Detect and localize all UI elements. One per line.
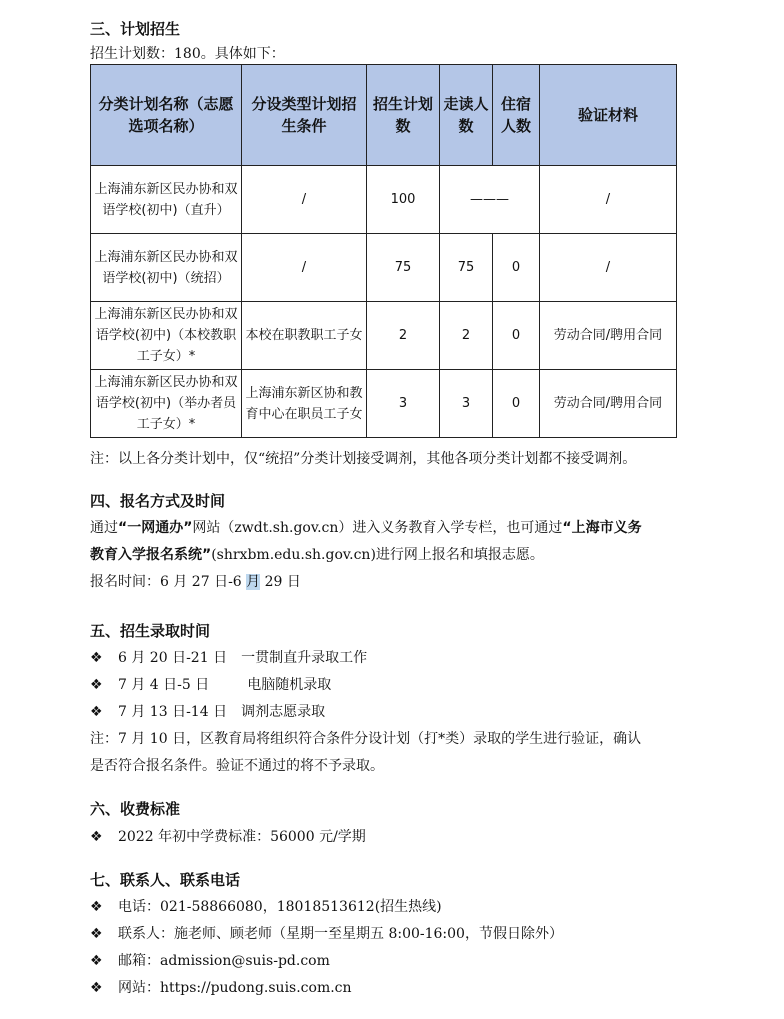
cell-day-students: 2	[440, 302, 493, 370]
cell-conditions: /	[242, 234, 367, 302]
section3-title: 三、计划招生	[90, 20, 181, 38]
registration-time	[90, 571, 301, 591]
text-fragment: 29 日	[260, 574, 301, 590]
enrollment-plan-table	[90, 64, 677, 438]
cell-plan-name: 上海浦东新区民办协和双语学校(初中)（直升）	[91, 166, 242, 234]
cell-verification: 劳动合同/聘用合同	[540, 302, 677, 370]
contact-person: 联系人：施老师、顾老师（星期一至星期五 8:00-16:00，节假日除外）	[118, 926, 563, 942]
cell-plan-name: 上海浦东新区民办协和双语学校(初中)（本校教职工子女）*	[91, 302, 242, 370]
contact-phone: 电话：021-58866080，18018513612(招生热线)	[118, 899, 442, 915]
cell-conditions: 上海浦东新区协和教育中心在职员工子女	[242, 370, 367, 438]
bullet-icon: ❖	[90, 953, 103, 969]
cell-day-students: 3	[440, 370, 493, 438]
cell-verification: /	[540, 234, 677, 302]
registration-system-text: 教育入学报名系统”	[90, 547, 212, 563]
list-item	[90, 701, 325, 721]
cell-verification: /	[540, 166, 677, 234]
bullet-icon: ❖	[90, 677, 103, 693]
cell-day-students: 75	[440, 234, 493, 302]
text-fragment: (shrxbm.edu.sh.gov.cn)进行网上报名和填报志愿。	[211, 547, 544, 563]
cell-plan-count: 100	[367, 166, 440, 234]
cell-boarding: 0	[493, 370, 540, 438]
text-fragment: 报名时间：6 月 27 日-6	[90, 574, 247, 590]
admission-step: 电脑随机录取	[247, 677, 332, 693]
table-row	[91, 166, 677, 234]
list-item	[90, 674, 331, 694]
section5-title: 五、招生录取时间	[90, 622, 211, 640]
registration-line-1	[90, 517, 642, 537]
list-item	[90, 977, 352, 997]
cell-conditions: 本校在职教职工子女	[242, 302, 367, 370]
table-row	[91, 234, 677, 302]
list-item	[90, 647, 367, 667]
section4-title: 四、报名方式及时间	[90, 492, 226, 510]
cell-boarding: 0	[493, 302, 540, 370]
cell-plan-count: 2	[367, 302, 440, 370]
admission-date: 6 月 20 日-21 日	[118, 650, 228, 666]
cell-boarding: 0	[493, 234, 540, 302]
contact-email: 邮箱：admission@suis-pd.com	[118, 953, 330, 969]
header-plan-name: 分类计划名称（志愿选项名称）	[91, 65, 242, 166]
plan-count-text: 招生计划数：180。具体如下：	[90, 46, 285, 62]
adjustment-note: 注：以上各分类计划中，仅“统招”分类计划接受调剂，其他各项分类计划都不接受调剂。	[90, 451, 637, 467]
verification-note-line-2: 是否符合报名条件。验证不通过的将不予录取。	[90, 758, 384, 774]
admission-date: 7 月 13 日-14 日	[118, 704, 228, 720]
list-item	[90, 896, 442, 916]
bullet-icon: ❖	[90, 926, 103, 942]
text-fragment: 通过	[90, 520, 118, 536]
contact-website: 网站：https://pudong.suis.com.cn	[118, 980, 352, 996]
table-row	[91, 370, 677, 438]
header-day-students: 走读人数	[440, 65, 493, 166]
header-plan-count: 招生计划数	[367, 65, 440, 166]
bullet-icon: ❖	[90, 899, 103, 915]
admission-step: 一贯制直升录取工作	[241, 650, 368, 666]
cell-plan-count: 75	[367, 234, 440, 302]
list-item	[90, 826, 366, 846]
registration-system-text: “上海市义务	[562, 520, 642, 536]
bullet-icon: ❖	[90, 650, 103, 666]
table-header-row	[91, 65, 677, 166]
bullet-icon: ❖	[90, 980, 103, 996]
bullet-icon: ❖	[90, 704, 103, 720]
tuition-fee: 2022 年初中学费标准：56000 元/学期	[118, 829, 366, 845]
section7-title: 七、联系人、联系电话	[90, 871, 241, 889]
cell-dash: ———	[440, 166, 540, 234]
list-item	[90, 923, 563, 943]
registration-line-2	[90, 544, 544, 564]
header-boarding: 住宿人数	[493, 65, 540, 166]
yiwangtongban-link-text: “一网通办”	[118, 520, 193, 536]
highlighted-text: 月	[246, 574, 261, 590]
verification-note-line-1: 注：7 月 10 日，区教育局将组织符合条件分设计划（打*类）录取的学生进行验证，确认	[90, 731, 642, 747]
bullet-icon: ❖	[90, 829, 103, 845]
section6-title: 六、收费标准	[90, 800, 181, 818]
cell-plan-count: 3	[367, 370, 440, 438]
header-verification: 验证材料	[540, 65, 677, 166]
admission-date: 7 月 4 日-5 日	[118, 677, 210, 693]
cell-verification: 劳动合同/聘用合同	[540, 370, 677, 438]
list-item	[90, 950, 330, 970]
table-row	[91, 302, 677, 370]
text-fragment: 网站（zwdt.sh.gov.cn）进入义务教育入学专栏，也可通过	[192, 520, 563, 536]
cell-plan-name: 上海浦东新区民办协和双语学校(初中)（统招）	[91, 234, 242, 302]
header-conditions: 分设类型计划招生条件	[242, 65, 367, 166]
admission-step: 调剂志愿录取	[241, 704, 326, 720]
cell-conditions: /	[242, 166, 367, 234]
cell-plan-name: 上海浦东新区民办协和双语学校(初中)（举办者员工子女）*	[91, 370, 242, 438]
